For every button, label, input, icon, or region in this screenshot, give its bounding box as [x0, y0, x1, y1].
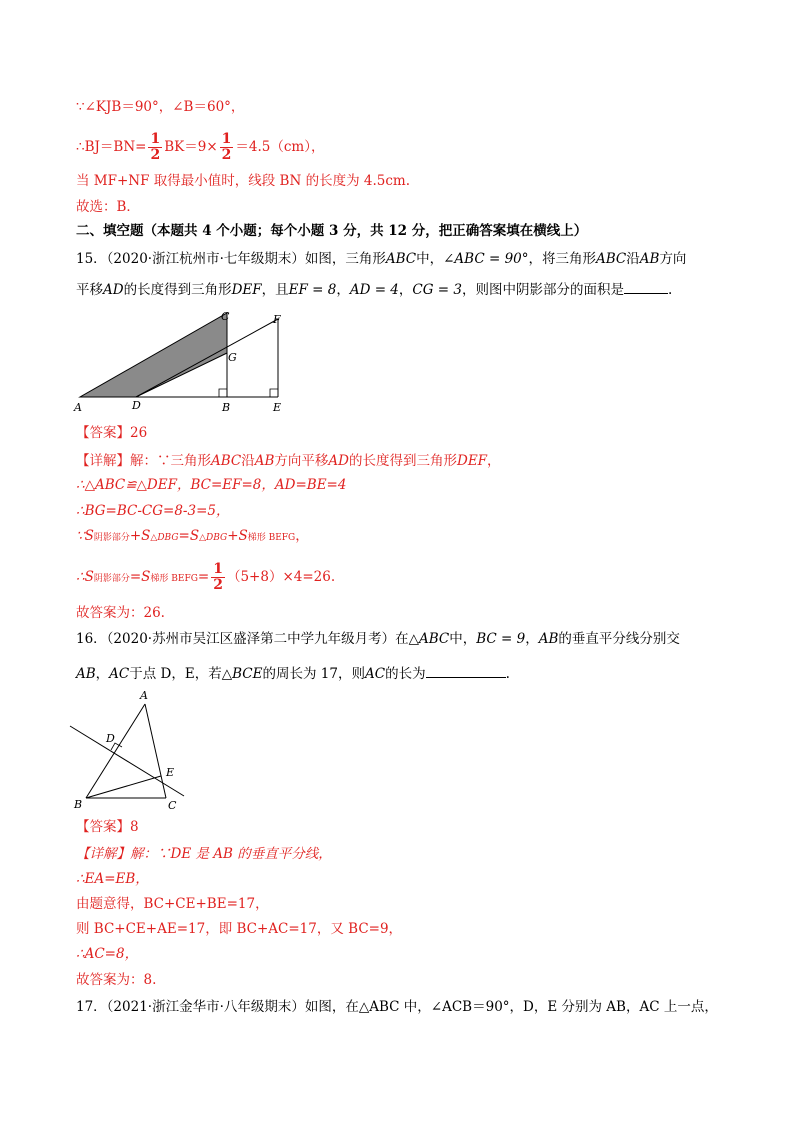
q16-detail-line2: ∴EA=EB， — [76, 871, 149, 887]
reason-line: ∵∠KJB＝90°，∠B＝60°， — [76, 99, 245, 115]
q16-final: 故答案为：8. — [76, 972, 157, 988]
label-C: C — [221, 310, 230, 323]
label-F: F — [273, 313, 281, 326]
label-A: A — [140, 689, 148, 702]
fraction: $\frac{1}{2}$ — [150, 131, 161, 163]
answer-blank — [624, 279, 668, 294]
shaded-region — [80, 313, 227, 397]
q17-stem-line1: 17．（2021·浙江金华市·八年级期末）如图，在△ABC 中，∠ACB＝90°，D，E 分别为 AB，AC 上一点， — [76, 999, 718, 1015]
q16-stem-line2: AB，AC于点 D，E，若△BCE的周长为 17，则AC的长为 . — [76, 663, 510, 683]
calc-line — [76, 132, 324, 163]
q15-detail-line2: ∴△ABC≌△DEF，BC=EF=8，AD=BE=4 — [76, 477, 347, 493]
label-D: D — [132, 399, 141, 412]
q15-answer: 【答案】26 — [76, 425, 148, 441]
q16-detail-line4: 则 BC+CE+AE=17，即 BC+AC=17，又 BC=9， — [76, 921, 403, 937]
q16-detail-line5: ∴AC=8， — [76, 946, 139, 962]
calc-b: BK＝9× — [164, 139, 218, 155]
label-C: C — [168, 799, 177, 810]
q15-detail-line5: ∴S阴影部分=S梯形 BEFG= $\frac{1}{2}$ （5+8）×4=26. — [76, 561, 336, 593]
q16-detail-line1: 【详解】解：∵DE 是 AB 的垂直平分线， — [76, 846, 332, 862]
choice-line: 故选：B． — [76, 199, 140, 215]
q16-answer: 【答案】8 — [76, 819, 139, 835]
q15-detail-line1: 【详解】解：∵三角形ABC沿AB方向平移AD的长度得到三角形DEF， — [76, 453, 501, 469]
calc-c: ＝4.5（cm）， — [235, 139, 325, 155]
calc-a: ∴BJ＝BN= — [76, 139, 147, 155]
label-G: G — [228, 351, 237, 364]
q16-figure — [62, 686, 192, 810]
right-angle-mark — [270, 389, 278, 397]
q15-figure — [70, 305, 300, 417]
q15-stem-line2: 平移AD的长度得到三角形DEF，且EF = 8，AD = 4，CG = 3，则图中阴影部分的面积是 . — [76, 279, 672, 299]
fraction: $\frac{1}{2}$ — [213, 561, 223, 593]
conclusion-line: 当 MF+NF 取得最小值时，线段 BN 的长度为 4.5cm. — [76, 173, 410, 189]
q16-detail-line3: 由题意得，BC+CE+BE=17， — [76, 896, 269, 912]
section-title: 二、填空题（本题共 4 个小题；每个小题 3 分，共 12 分，把正确答案填在横线上） — [76, 223, 588, 239]
q15-final: 故答案为：26. — [76, 605, 165, 621]
q15-detail-line3: ∴BG=BC-CG=8-3=5， — [76, 503, 230, 519]
label-D: D — [106, 732, 115, 745]
q15-detail-line4: ∵S阴影部分+S△DBG=S△DBG+S梯形 BEFG， — [76, 528, 309, 544]
label-E: E — [166, 766, 175, 779]
label-B: B — [74, 798, 83, 810]
right-angle-mark — [219, 389, 227, 397]
label-B: B — [222, 401, 231, 414]
label-E: E — [273, 401, 282, 414]
answer-blank — [426, 663, 506, 678]
q15-stem-line1: 15．（2020·浙江杭州市·七年级期末）如图，三角形ABC中，∠ABC = 90°，将三角形ABC沿AB方向 — [76, 251, 687, 267]
label-A: A — [74, 401, 82, 414]
q16-stem-line1: 16．（2020·苏州市吴江区盛泽第二中学九年级月考）在△ABC中，BC = 9，AB的垂直平分线分别交 — [76, 631, 680, 647]
fraction: $\frac{1}{2}$ — [221, 131, 232, 163]
